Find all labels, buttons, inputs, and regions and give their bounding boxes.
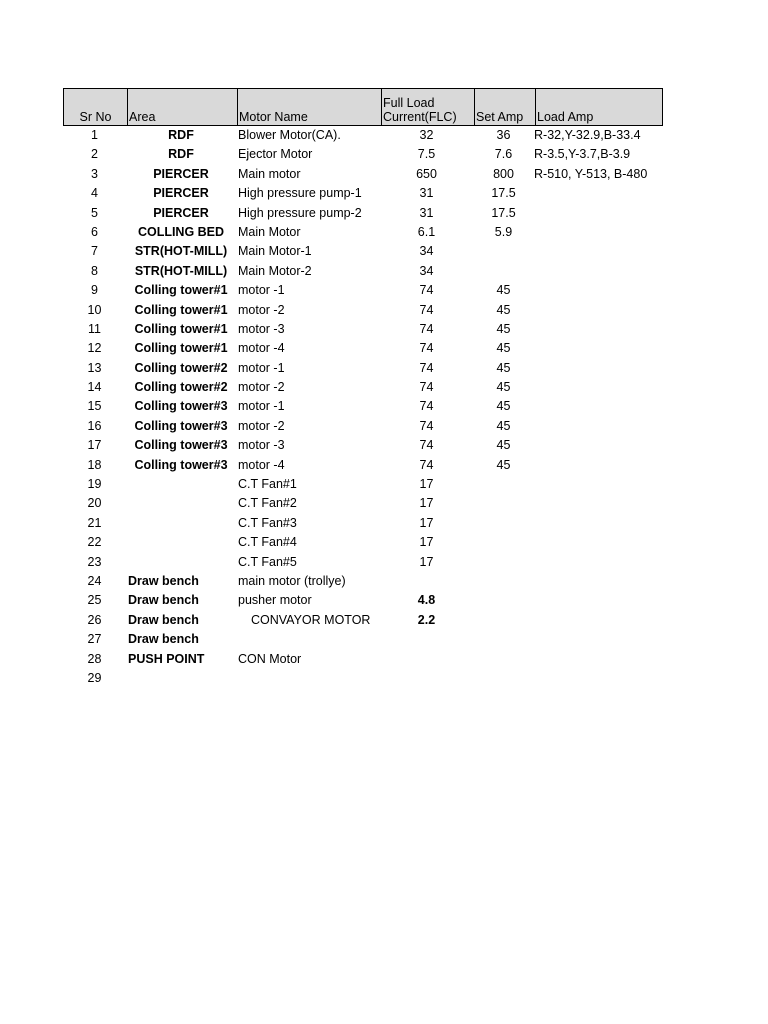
load-amp-cell: R-3.5,Y-3.7,B-3.9 xyxy=(534,147,631,162)
header-area xyxy=(127,89,237,125)
flc-cell: 74 xyxy=(419,341,434,356)
area-cell: Colling tower#1 xyxy=(134,283,228,298)
flc-cell: 7.5 xyxy=(417,147,436,162)
table-row xyxy=(63,456,663,475)
set-amp-cell: 45 xyxy=(496,341,511,356)
area-cell: Colling tower#1 xyxy=(134,341,228,356)
sr-no-cell: 23 xyxy=(87,554,102,569)
header-flc-label xyxy=(383,96,457,124)
area-cell: Colling tower#2 xyxy=(134,380,228,395)
area-cell: COLLING BED xyxy=(137,224,225,239)
motor-name-cell: High pressure pump-1 xyxy=(238,186,362,201)
table-row xyxy=(63,281,663,300)
flc-cell: 74 xyxy=(419,399,434,414)
flc-cell: 74 xyxy=(419,457,434,472)
sr-no-cell: 16 xyxy=(87,418,102,433)
set-amp-cell: 7.6 xyxy=(494,147,513,162)
area-cell: PIERCER xyxy=(153,186,209,201)
table-row xyxy=(63,494,663,513)
area-cell: Colling tower#3 xyxy=(134,399,228,414)
area-cell: STR(HOT-MILL) xyxy=(134,263,228,278)
sr-no-cell: 20 xyxy=(87,496,102,511)
motor-name-cell: CON Motor xyxy=(238,651,302,666)
load-amp-cell: R-32,Y-32.9,B-33.4 xyxy=(534,128,641,142)
set-amp-cell: 45 xyxy=(496,283,511,298)
area-cell: Colling tower#3 xyxy=(134,438,228,453)
sr-no-cell: 10 xyxy=(87,302,102,317)
header-flc-line1: Full Load xyxy=(383,96,435,110)
sr-no-cell: 28 xyxy=(87,651,102,666)
table-row xyxy=(63,397,663,416)
set-amp-cell: 45 xyxy=(496,302,511,317)
set-amp-cell: 45 xyxy=(496,438,511,453)
motor-name-cell: motor -3 xyxy=(238,438,285,453)
sr-no-cell: 15 xyxy=(87,399,102,414)
header-load-amp-label: Load Amp xyxy=(537,110,594,124)
table-row xyxy=(63,126,663,145)
flc-cell: 4.8 xyxy=(417,593,436,608)
table-row xyxy=(63,378,663,397)
sr-no-cell: 3 xyxy=(91,166,98,181)
area-cell: Colling tower#2 xyxy=(134,360,228,375)
motor-name-cell: motor -3 xyxy=(238,321,285,336)
sr-no-cell: 24 xyxy=(87,573,102,588)
table-row xyxy=(63,591,663,610)
area-cell: STR(HOT-MILL) xyxy=(134,244,228,259)
motor-name-cell: motor -4 xyxy=(238,457,285,472)
header-set-amp-label: Set Amp xyxy=(476,110,524,124)
sr-no-cell: 1 xyxy=(91,128,98,142)
flc-cell: 34 xyxy=(419,244,434,259)
motor-name-cell: Main Motor xyxy=(238,224,301,239)
flc-cell: 31 xyxy=(419,186,434,201)
motor-name-cell: C.T Fan#2 xyxy=(238,496,297,511)
motor-name-cell: Main Motor-1 xyxy=(238,244,312,259)
header-flc-line2: Current(FLC) xyxy=(383,110,457,124)
flc-cell: 32 xyxy=(419,128,434,142)
sr-no-cell: 27 xyxy=(87,632,102,647)
area-cell: PIERCER xyxy=(153,205,209,220)
motor-name-cell: motor -4 xyxy=(238,341,285,356)
flc-cell: 31 xyxy=(419,205,434,220)
area-cell: Draw bench xyxy=(128,573,199,588)
sr-no-cell: 22 xyxy=(87,535,102,550)
motor-name-cell: High pressure pump-2 xyxy=(238,205,362,220)
flc-cell: 17 xyxy=(419,477,434,492)
area-cell: Colling tower#3 xyxy=(134,418,228,433)
flc-cell: 74 xyxy=(419,302,434,317)
sr-no-cell: 18 xyxy=(87,457,102,472)
table-row xyxy=(63,611,663,630)
flc-cell: 74 xyxy=(419,438,434,453)
set-amp-cell: 45 xyxy=(496,399,511,414)
flc-cell: 650 xyxy=(416,166,437,181)
set-amp-cell: 36 xyxy=(496,128,511,142)
table-row xyxy=(63,572,663,591)
area-cell: Colling tower#1 xyxy=(134,321,228,336)
flc-cell: 17 xyxy=(419,515,434,530)
area-cell: Draw bench xyxy=(128,593,199,608)
set-amp-cell: 45 xyxy=(496,360,511,375)
load-amp-cell: R-510, Y-513, B-480 xyxy=(534,166,648,181)
sr-no-cell: 7 xyxy=(91,244,98,259)
header-area-label: Area xyxy=(129,110,156,124)
area-cell: RDF xyxy=(168,147,194,162)
header-set-amp xyxy=(474,89,535,125)
sr-no-cell: 5 xyxy=(91,205,98,220)
table-row xyxy=(63,262,663,281)
table-row xyxy=(63,359,663,378)
sr-no-cell: 9 xyxy=(91,283,98,298)
header-motor-name-label: Motor Name xyxy=(239,110,308,124)
motor-name-cell: C.T Fan#3 xyxy=(238,515,297,530)
sr-no-cell: 19 xyxy=(87,477,102,492)
table-row xyxy=(63,184,663,203)
motor-name-cell: main motor (trollye) xyxy=(238,573,346,588)
flc-cell: 74 xyxy=(419,283,434,298)
table-row xyxy=(63,436,663,455)
table-row xyxy=(63,630,663,649)
area-cell: Draw bench xyxy=(128,612,199,627)
motor-name-cell: C.T Fan#5 xyxy=(238,554,297,569)
sr-no-cell: 12 xyxy=(87,341,102,356)
area-cell: PIERCER xyxy=(153,166,209,181)
set-amp-cell: 45 xyxy=(496,321,511,336)
table-row xyxy=(63,223,663,242)
motor-name-cell: Main motor xyxy=(238,166,301,181)
set-amp-cell: 45 xyxy=(496,418,511,433)
flc-cell: 74 xyxy=(419,380,434,395)
table-row xyxy=(63,242,663,261)
sr-no-cell: 21 xyxy=(87,515,102,530)
table-row xyxy=(63,339,663,358)
flc-cell: 34 xyxy=(419,263,434,278)
motor-name-cell: C.T Fan#1 xyxy=(238,477,297,492)
motor-table xyxy=(63,88,663,688)
motor-name-cell: pusher motor xyxy=(238,593,312,608)
table-row xyxy=(63,165,663,184)
sr-no-cell: 4 xyxy=(91,186,98,201)
area-cell: PUSH POINT xyxy=(128,651,205,666)
sr-no-cell: 2 xyxy=(91,147,98,162)
area-cell: RDF xyxy=(168,128,194,142)
motor-name-cell: Main Motor-2 xyxy=(238,263,312,278)
table-header-row xyxy=(63,88,663,126)
motor-name-cell: motor -2 xyxy=(238,418,285,433)
area-cell: Colling tower#1 xyxy=(134,302,228,317)
motor-name-cell: motor -1 xyxy=(238,399,285,414)
motor-name-cell: motor -1 xyxy=(238,283,285,298)
motor-name-cell: Ejector Motor xyxy=(238,147,313,162)
sr-no-cell: 11 xyxy=(88,321,101,336)
motor-name-cell: motor -2 xyxy=(238,302,285,317)
flc-cell: 6.1 xyxy=(417,224,436,239)
set-amp-cell: 5.9 xyxy=(494,224,513,239)
motor-name-cell: motor -2 xyxy=(238,380,285,395)
sr-no-cell: 13 xyxy=(87,360,102,375)
sr-no-cell: 26 xyxy=(87,612,102,627)
motor-name-cell: Blower Motor(CA). xyxy=(238,128,341,142)
area-cell: Colling tower#3 xyxy=(134,457,228,472)
table-row xyxy=(63,145,663,164)
flc-cell: 17 xyxy=(419,535,434,550)
table-row xyxy=(63,650,663,669)
motor-name-cell: CONVAYOR MOTOR xyxy=(251,612,371,627)
flc-cell: 17 xyxy=(419,496,434,511)
flc-cell: 74 xyxy=(419,360,434,375)
header-full-load-current xyxy=(381,89,474,125)
table-row xyxy=(63,204,663,223)
sr-no-cell: 6 xyxy=(91,224,98,239)
flc-cell: 74 xyxy=(419,321,434,336)
sr-no-cell: 8 xyxy=(91,263,98,278)
motor-name-cell: motor -1 xyxy=(238,360,285,375)
sr-no-cell: 17 xyxy=(87,438,102,453)
area-cell: Draw bench xyxy=(128,632,199,647)
sr-no-cell: 25 xyxy=(87,593,102,608)
sr-no-cell: 14 xyxy=(87,380,102,395)
sr-no-cell: 29 xyxy=(87,670,102,685)
table-row xyxy=(63,417,663,436)
table-row xyxy=(63,669,663,688)
header-sr-no-label: Sr No xyxy=(79,110,112,124)
table-row xyxy=(63,320,663,339)
table-body xyxy=(63,126,663,688)
set-amp-cell: 45 xyxy=(496,457,511,472)
table-row xyxy=(63,553,663,572)
motor-name-cell: C.T Fan#4 xyxy=(238,535,297,550)
set-amp-cell: 17.5 xyxy=(491,186,516,201)
header-motor-name xyxy=(237,89,381,125)
flc-cell: 17 xyxy=(419,554,434,569)
set-amp-cell: 17.5 xyxy=(491,205,516,220)
table-row xyxy=(63,475,663,494)
flc-cell: 74 xyxy=(419,418,434,433)
table-row xyxy=(63,301,663,320)
header-load-amp xyxy=(535,89,663,125)
table-row xyxy=(63,533,663,552)
table-row xyxy=(63,514,663,533)
header-sr-no xyxy=(64,89,127,125)
flc-cell: 2.2 xyxy=(417,612,436,627)
set-amp-cell: 800 xyxy=(493,166,514,181)
set-amp-cell: 45 xyxy=(496,380,511,395)
